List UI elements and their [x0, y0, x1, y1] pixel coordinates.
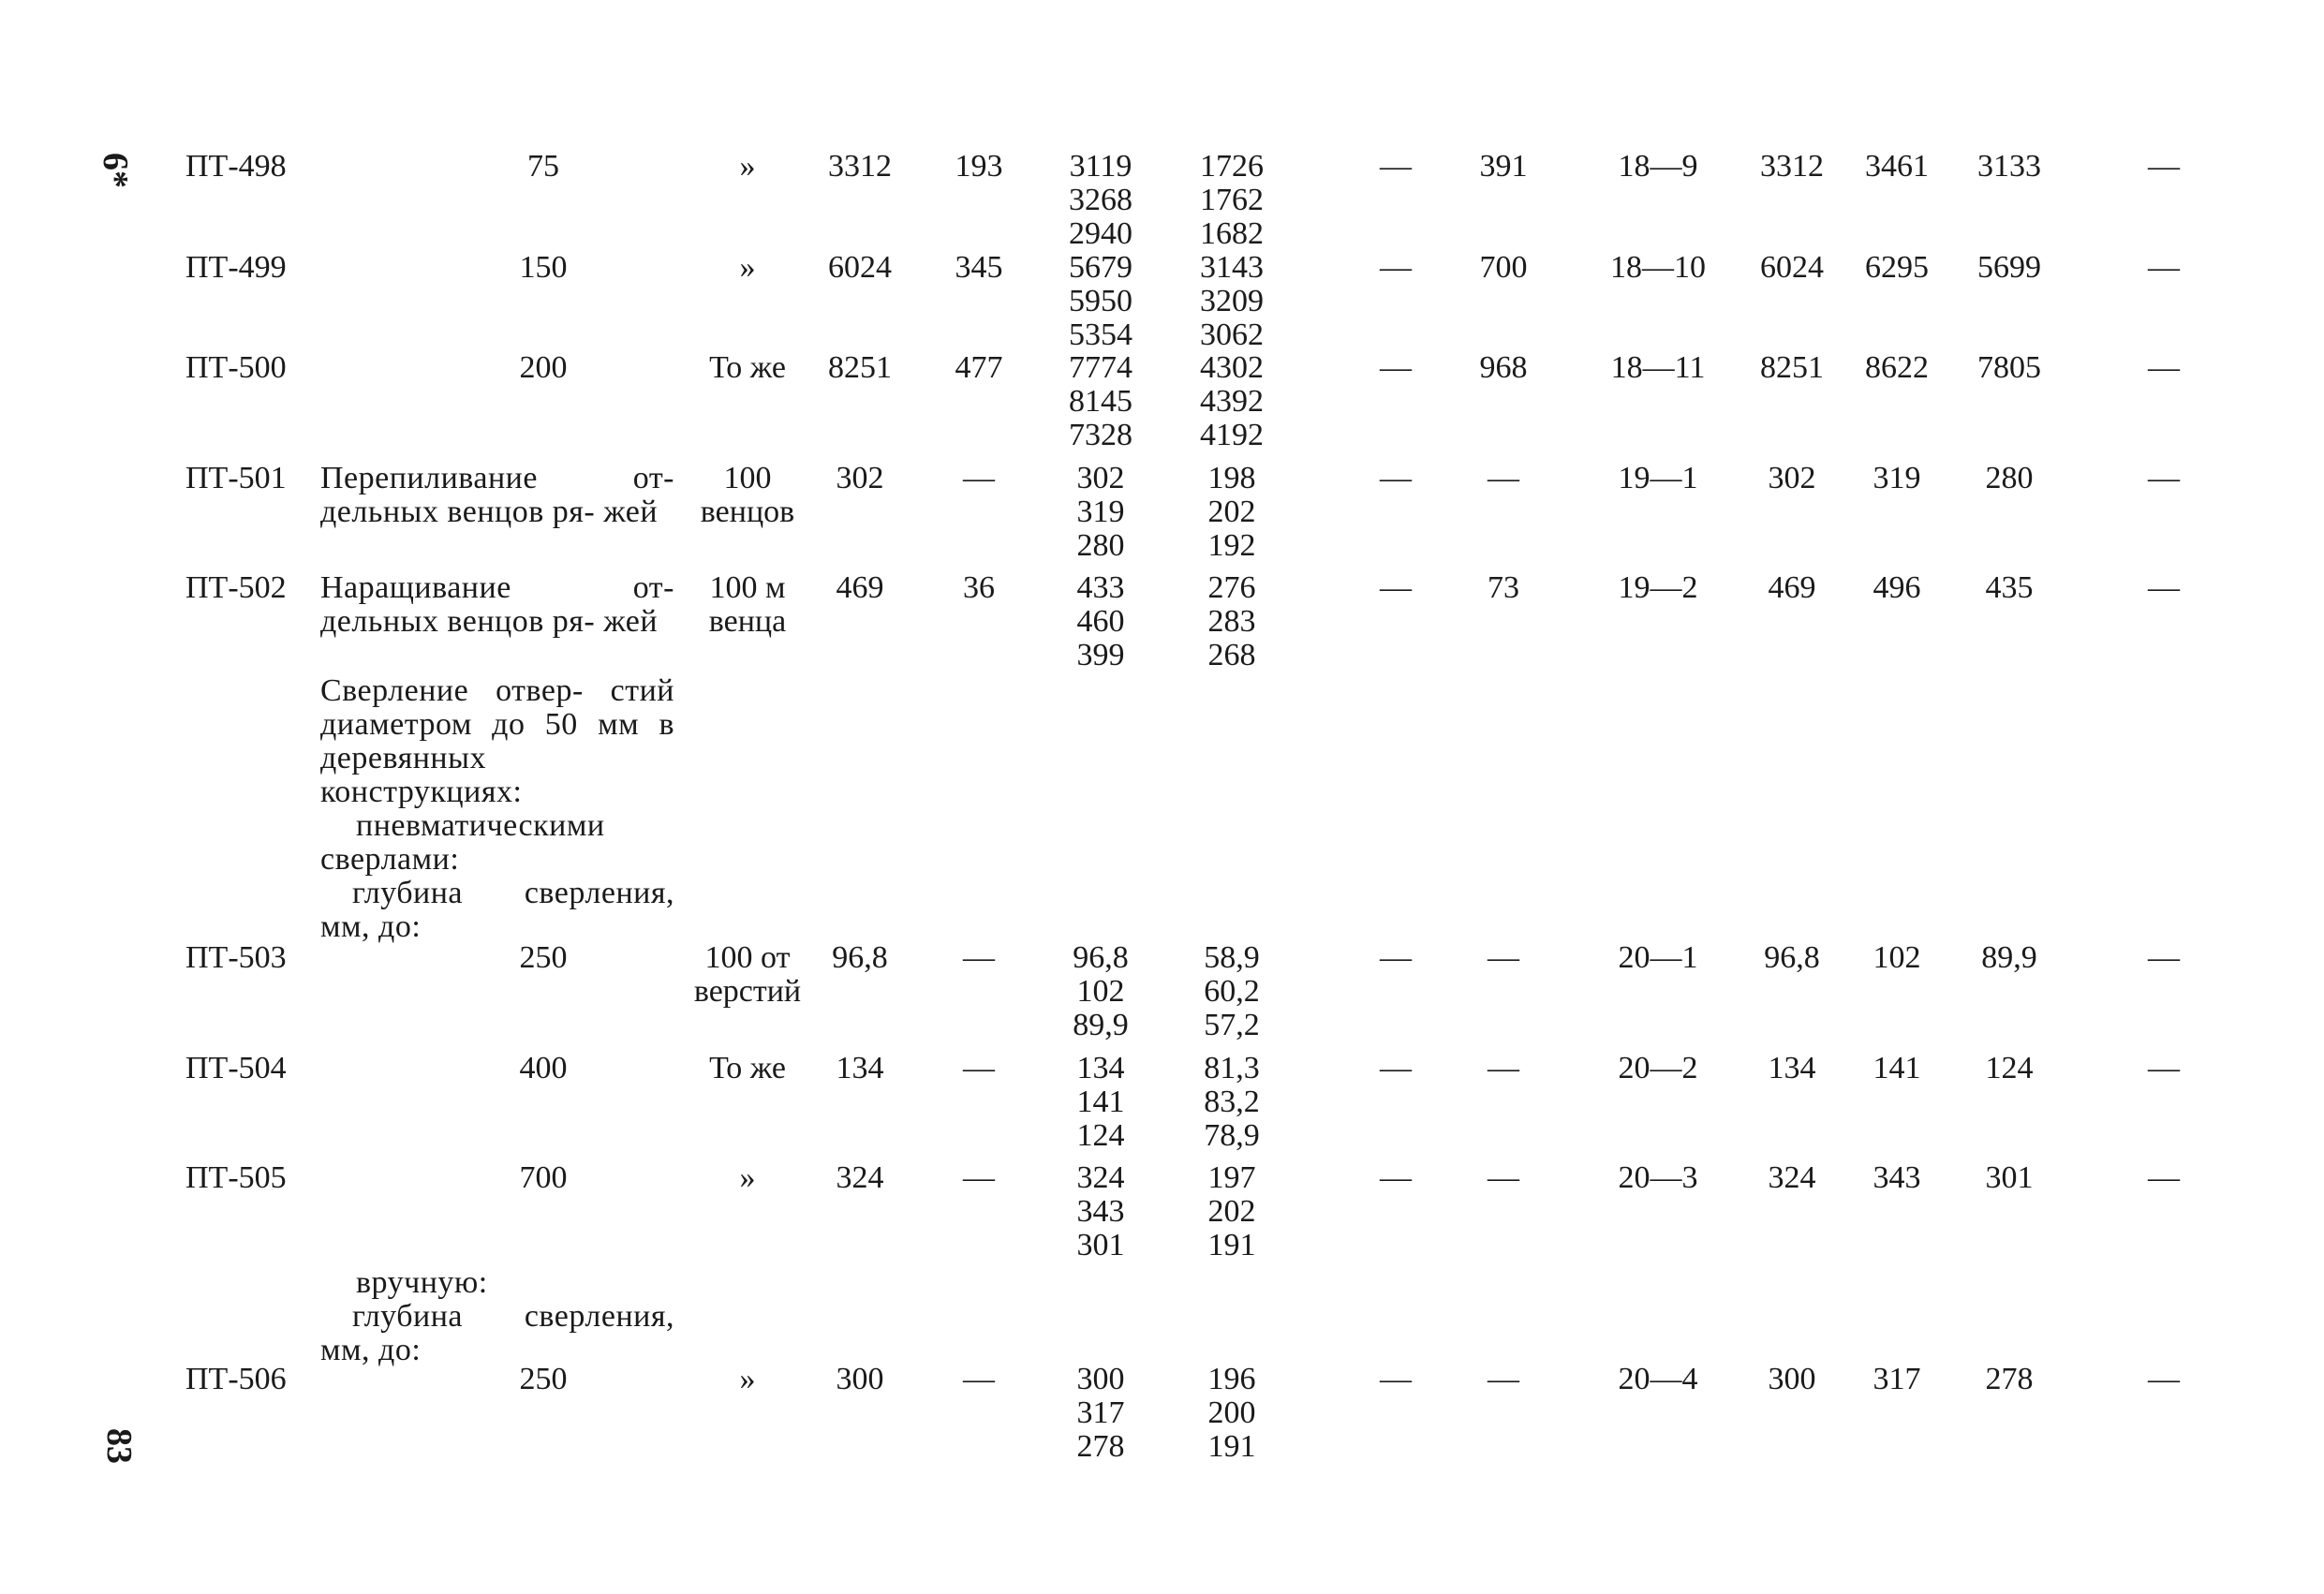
cell-ref: 19—1 — [1618, 461, 1698, 495]
cell-unit: » — [739, 250, 756, 285]
cell-c3-line: 302 — [1076, 461, 1125, 495]
cell-v2: 8622 — [1865, 350, 1929, 385]
cell-c5: — — [1380, 461, 1412, 495]
cell-c3 — [1049, 1161, 1152, 1262]
cell-c3-line: 5950 — [1069, 284, 1132, 318]
cell-c2: — — [963, 1160, 995, 1195]
cell-c6: — — [1488, 1362, 1519, 1396]
cell-c3-line: 134 — [1076, 1051, 1125, 1085]
margin-mark-top: 6* — [96, 153, 135, 188]
cell-c2: — — [963, 1362, 995, 1396]
cell-c1: 300 — [836, 1362, 884, 1396]
cell-v1: 324 — [1768, 1160, 1816, 1195]
cell-desc: Перепиливание от- дельных венцов ря- жей — [320, 461, 674, 529]
margin-mark-bottom: 83 — [99, 1428, 139, 1464]
cell-c3-line: 300 — [1076, 1362, 1125, 1396]
cell-c3-line: 280 — [1076, 528, 1125, 563]
cell-c1: 302 — [836, 461, 884, 495]
cell-last: — — [2148, 250, 2180, 285]
cell-c3-line: 3119 — [1069, 149, 1132, 184]
cell-v3: 278 — [1985, 1362, 2034, 1396]
cell-v2: 6295 — [1865, 250, 1929, 285]
cell-c2: 193 — [955, 149, 1003, 184]
cell-c4-line: 191 — [1207, 1429, 1256, 1464]
cell-c3-line: 433 — [1076, 570, 1125, 605]
cell-c3 — [1049, 1052, 1152, 1153]
cell-c1: 8251 — [828, 350, 892, 385]
cell-c4-line: 202 — [1207, 1194, 1256, 1229]
cell-param: 75 — [527, 149, 559, 184]
cell-code: ПТ-504 — [185, 1051, 287, 1085]
cell-c4-line: 200 — [1207, 1395, 1256, 1430]
cell-v1: 134 — [1768, 1051, 1816, 1085]
cell-v3: 3133 — [1977, 149, 2041, 184]
cell-v1: 300 — [1768, 1362, 1816, 1396]
cell-c4 — [1176, 251, 1288, 352]
cell-unit: То же — [709, 350, 786, 385]
cell-c3-line: 319 — [1076, 494, 1125, 529]
cell-c4-line: 197 — [1207, 1160, 1256, 1195]
cell-code: ПТ-505 — [185, 1160, 287, 1195]
cell-v2: 343 — [1873, 1160, 1921, 1195]
cell-last: — — [2148, 149, 2180, 184]
cell-c4-line: 3209 — [1200, 284, 1264, 318]
cell-c4-line: 191 — [1207, 1228, 1256, 1262]
cell-c6: — — [1488, 940, 1519, 975]
cell-c6: — — [1488, 1051, 1519, 1085]
cell-c6: 73 — [1488, 570, 1519, 605]
cell-code: ПТ-506 — [185, 1362, 287, 1396]
cell-c4-line: 4392 — [1200, 384, 1264, 419]
cell-c2: 345 — [955, 250, 1003, 285]
cell-c2: 36 — [963, 570, 995, 605]
cell-c3-line: 324 — [1076, 1160, 1125, 1195]
cell-param: 250 — [519, 940, 568, 975]
cell-code: ПТ-501 — [185, 461, 287, 495]
cell-c4-line: 276 — [1207, 570, 1256, 605]
cell-v1: 8251 — [1760, 350, 1824, 385]
cell-c4-line: 1682 — [1200, 216, 1264, 251]
cell-param: 200 — [519, 350, 568, 385]
cell-c4-line: 198 — [1207, 461, 1256, 495]
cell-c4-line: 4192 — [1200, 418, 1264, 452]
cell-v1: 96,8 — [1764, 940, 1820, 975]
cell-v2: 141 — [1873, 1051, 1921, 1085]
cell-unit: » — [739, 1160, 756, 1195]
cell-c3 — [1049, 251, 1152, 352]
cell-c6: — — [1488, 1160, 1519, 1195]
cell-c4-line: 268 — [1207, 638, 1256, 672]
cell-last: — — [2148, 1051, 2180, 1085]
cell-c5: — — [1380, 1051, 1412, 1085]
cell-unit: То же — [709, 1051, 786, 1085]
cell-c3 — [1049, 941, 1152, 1042]
cell-c1: 469 — [836, 570, 884, 605]
cell-c5: — — [1380, 1362, 1412, 1396]
cell-c6: 968 — [1479, 350, 1528, 385]
cell-c4-line: 283 — [1207, 604, 1256, 639]
cell-c3-line: 3268 — [1069, 183, 1132, 217]
heading-depth-manual: глубина сверления, мм, до: — [320, 1299, 674, 1367]
heading-manual: вручную: — [356, 1265, 488, 1300]
cell-v1: 469 — [1768, 570, 1816, 605]
cell-c2: 477 — [955, 350, 1003, 385]
cell-c3 — [1049, 1363, 1152, 1464]
cell-c3-line: 8145 — [1069, 384, 1132, 419]
cell-c3 — [1049, 462, 1152, 563]
cell-c4 — [1176, 1161, 1288, 1262]
cell-ref: 18—9 — [1618, 149, 1698, 184]
cell-v2: 496 — [1873, 570, 1921, 605]
cell-v1: 3312 — [1760, 149, 1824, 184]
cell-c2: — — [963, 461, 995, 495]
cell-c3-line: 7328 — [1069, 418, 1132, 452]
cell-v1: 6024 — [1760, 250, 1824, 285]
cell-ref: 19—2 — [1618, 570, 1698, 605]
cell-param: 400 — [519, 1051, 568, 1085]
cell-code: ПТ-498 — [185, 149, 287, 184]
cell-c3-line: 7774 — [1069, 350, 1132, 385]
cell-v3: 124 — [1985, 1051, 2034, 1085]
cell-c3-line: 399 — [1076, 638, 1125, 672]
cell-c6: 700 — [1479, 250, 1528, 285]
cell-code: ПТ-500 — [185, 350, 287, 385]
cell-code: ПТ-502 — [185, 570, 287, 605]
cell-c5: — — [1380, 149, 1412, 184]
cell-c4-line: 1726 — [1200, 149, 1264, 184]
cell-c4-line: 3062 — [1200, 317, 1264, 352]
cell-c4-line: 196 — [1207, 1362, 1256, 1396]
cell-c4 — [1176, 150, 1288, 251]
heading-pneumatic: пневматическими сверлами: — [320, 808, 605, 877]
cell-c3 — [1049, 571, 1152, 672]
cell-unit: 100 венцов — [700, 461, 795, 529]
cell-c3-line: 301 — [1076, 1228, 1125, 1262]
cell-c3 — [1049, 351, 1152, 452]
cell-c6: 391 — [1479, 149, 1528, 184]
cell-last: — — [2148, 940, 2180, 975]
cell-desc: Наращивание от- дельных венцов ря- жей — [320, 570, 674, 639]
cell-c1: 6024 — [828, 250, 892, 285]
cell-c3-line: 102 — [1076, 974, 1125, 1009]
cell-unit: » — [739, 149, 756, 184]
cell-c4-line: 3143 — [1200, 250, 1264, 285]
cell-c3-line: 2940 — [1069, 216, 1132, 251]
cell-c3-line: 124 — [1076, 1118, 1125, 1153]
cell-v3: 89,9 — [1981, 940, 2037, 975]
cell-c4-line: 192 — [1207, 528, 1256, 563]
cell-c2: — — [963, 1051, 995, 1085]
heading-drilling: Сверление отвер- стий диаметром до 50 мм в деревянных конструкциях: — [320, 673, 674, 809]
cell-c3-line: 89,9 — [1073, 1008, 1129, 1042]
cell-c2: — — [963, 940, 995, 975]
cell-v3: 7805 — [1977, 350, 2041, 385]
cell-c1: 3312 — [828, 149, 892, 184]
cell-v2: 317 — [1873, 1362, 1921, 1396]
cell-c3-line: 5354 — [1069, 317, 1132, 352]
cell-c4 — [1176, 941, 1288, 1042]
cell-v2: 3461 — [1865, 149, 1929, 184]
cell-c3-line: 317 — [1076, 1395, 1125, 1430]
cell-last: — — [2148, 1160, 2180, 1195]
cell-ref: 20—3 — [1618, 1160, 1698, 1195]
cell-ref: 20—2 — [1618, 1051, 1698, 1085]
cell-unit: » — [739, 1362, 756, 1396]
cell-code: ПТ-503 — [185, 940, 287, 975]
cell-unit: 100 м венца — [708, 570, 787, 639]
cell-c4-line: 81,3 — [1204, 1051, 1260, 1085]
cell-c1: 134 — [836, 1051, 884, 1085]
cell-v3: 435 — [1985, 570, 2034, 605]
cell-c4-line: 57,2 — [1204, 1008, 1260, 1042]
cell-c5: — — [1380, 940, 1412, 975]
cell-c1: 96,8 — [832, 940, 888, 975]
cell-c3-line: 5679 — [1069, 250, 1132, 285]
cell-c3-line: 343 — [1076, 1194, 1125, 1229]
cell-last: — — [2148, 570, 2180, 605]
cell-c4 — [1176, 571, 1288, 672]
cell-last: — — [2148, 1362, 2180, 1396]
cell-c5: — — [1380, 350, 1412, 385]
cell-c4 — [1176, 351, 1288, 452]
cell-c3 — [1049, 150, 1152, 251]
cell-c4 — [1176, 462, 1288, 563]
cell-c3-line: 460 — [1076, 604, 1125, 639]
cell-code: ПТ-499 — [185, 250, 287, 285]
cell-param: 250 — [519, 1362, 568, 1396]
cell-c3-line: 278 — [1076, 1429, 1125, 1464]
cell-v2: 102 — [1873, 940, 1921, 975]
cell-unit: 100 от верстий — [693, 940, 802, 1009]
cell-last: — — [2148, 350, 2180, 385]
cell-v1: 302 — [1768, 461, 1816, 495]
cell-c5: — — [1380, 1160, 1412, 1195]
cell-v3: 5699 — [1977, 250, 2041, 285]
cell-ref: 18—10 — [1610, 250, 1706, 285]
cell-c4 — [1176, 1363, 1288, 1464]
cell-c4 — [1176, 1052, 1288, 1153]
cell-c5: — — [1380, 250, 1412, 285]
heading-depth-pneumatic: глубина сверления, мм, до: — [320, 876, 674, 944]
cell-c3-line: 96,8 — [1073, 940, 1129, 975]
cell-ref: 20—1 — [1618, 940, 1698, 975]
cell-c3-line: 141 — [1076, 1085, 1125, 1119]
cell-c4-line: 1762 — [1200, 183, 1264, 217]
cell-ref: 20—4 — [1618, 1362, 1698, 1396]
cell-c4-line: 60,2 — [1204, 974, 1260, 1009]
cell-c4-line: 78,9 — [1204, 1118, 1260, 1153]
cell-c6: — — [1488, 461, 1519, 495]
cell-c1: 324 — [836, 1160, 884, 1195]
cell-c4-line: 202 — [1207, 494, 1256, 529]
cell-c4-line: 58,9 — [1204, 940, 1260, 975]
cell-v3: 280 — [1985, 461, 2034, 495]
cell-c5: — — [1380, 570, 1412, 605]
cell-c4-line: 4302 — [1200, 350, 1264, 385]
cell-last: — — [2148, 461, 2180, 495]
cell-ref: 18—11 — [1610, 350, 1706, 385]
cell-param: 700 — [519, 1160, 568, 1195]
cell-c4-line: 83,2 — [1204, 1085, 1260, 1119]
cell-v2: 319 — [1873, 461, 1921, 495]
cell-param: 150 — [519, 250, 568, 285]
cell-v3: 301 — [1985, 1160, 2034, 1195]
